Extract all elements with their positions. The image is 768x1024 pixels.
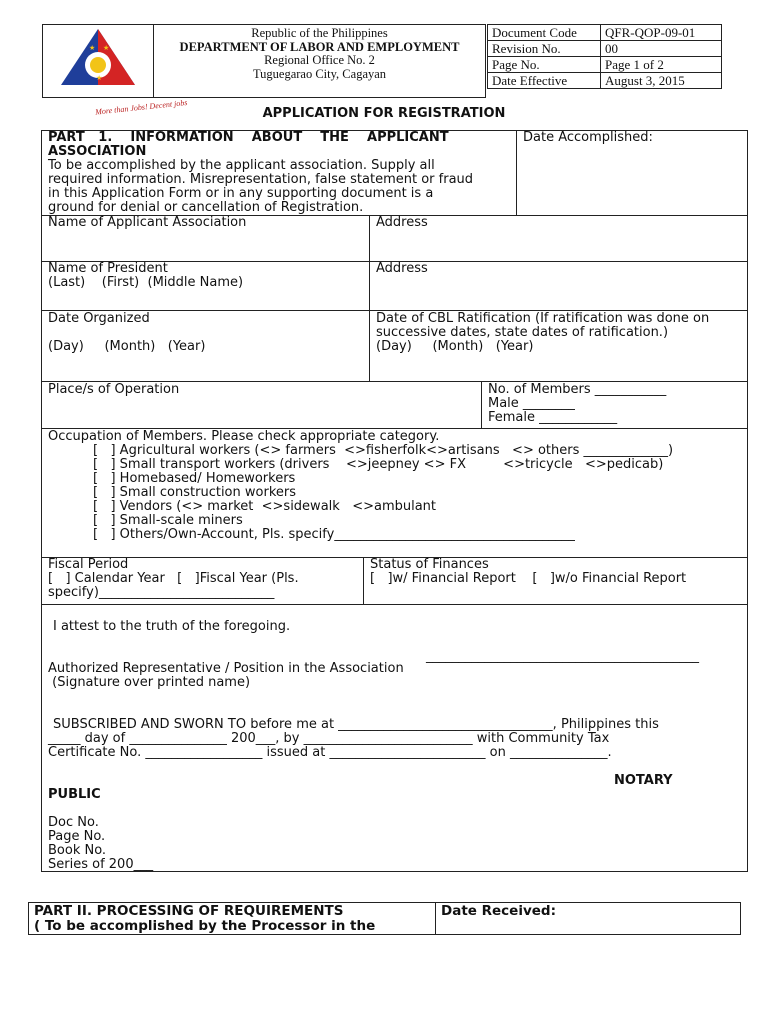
fiscal-period-options[interactable]: [ ] Calendar Year [ ]Fiscal Year (Pls. <box>48 571 299 586</box>
date-received-label[interactable]: Date Received: <box>441 903 556 919</box>
title-cell <box>154 25 486 98</box>
dole-logo-icon <box>43 25 153 93</box>
public-label: PUBLIC <box>48 787 101 802</box>
republic-text: Republic of the Philippines <box>251 26 388 40</box>
doc-no-label: Doc No. <box>48 815 99 830</box>
cbl-ratification-label[interactable]: Date of CBL Ratification (If ratification was done on <box>376 311 710 326</box>
code-row <box>488 73 722 89</box>
instruction-line: To be accomplished by the applicant association. Supply all <box>48 158 435 173</box>
occupation-option[interactable]: [ ] Vendors (<> market <>sidewalk <>ambulant <box>93 499 437 514</box>
code-value: 00 <box>601 41 722 57</box>
instruction-line: required information. Misrepresentation, false statement or fraud <box>48 172 474 187</box>
code-label: Document Code <box>488 25 601 41</box>
part2-heading-line2: ( To be accomplished by the Processor in the <box>34 918 376 934</box>
attest-text: I attest to the truth of the foregoing. <box>53 619 291 634</box>
notary-label: NOTARY <box>614 773 673 788</box>
instruction-line: in this Application Form or in any supporting document is a <box>48 186 434 201</box>
code-value: August 3, 2015 <box>601 73 722 89</box>
sworn-line[interactable]: Certificate No. __________________ issued at ________________________ on _______________. <box>48 745 612 760</box>
svg-text:★: ★ <box>103 44 110 52</box>
date-accomplished-label[interactable]: Date Accomplished: <box>523 130 653 145</box>
logo-cell <box>43 25 188 117</box>
code-label: Date Effective <box>488 73 601 89</box>
code-label: Revision No. <box>488 41 601 57</box>
series-label: Series of 200___ <box>48 857 154 872</box>
svg-text:★: ★ <box>96 74 103 82</box>
occupation-heading: Occupation of Members. Please check appropriate category. <box>48 429 440 444</box>
occupation-option[interactable]: [ ] Agricultural workers (<> farmers <>fisherfolk<>artisans <> others _____________) <box>93 443 674 458</box>
date-organized-sub: (Day) (Month) (Year) <box>48 339 206 354</box>
part2-heading-line1: PART II. PROCESSING OF REQUIREMENTS <box>34 903 344 919</box>
occupation-option[interactable]: [ ] Small transport workers (drivers <>jeepney <> FX <>tricycle <>pedicab) <box>93 457 664 472</box>
part1-heading-line1: PART 1. INFORMATION ABOUT THE APPLICANT <box>48 130 449 145</box>
fiscal-period-label: Fiscal Period <box>48 557 129 572</box>
svg-text:★: ★ <box>89 44 96 52</box>
status-finances-label: Status of Finances <box>370 557 489 572</box>
president-name-sub: (Last) (First) (Middle Name) <box>48 275 244 290</box>
occupation-option[interactable]: [ ] Small construction workers <box>93 485 296 500</box>
department-text: DEPARTMENT OF LABOR AND EMPLOYMENT <box>179 39 460 54</box>
association-name-label[interactable]: Name of Applicant Association <box>48 215 247 230</box>
city-text: Tuguegarao City, Cagayan <box>252 66 387 81</box>
cbl-ratification-sub: (Day) (Month) (Year) <box>376 339 534 354</box>
fiscal-year-specify[interactable]: specify)___________________________ <box>48 585 275 600</box>
no-members-field[interactable]: No. of Members ___________ <box>488 382 667 397</box>
book-no-label: Book No. <box>48 843 107 858</box>
code-row <box>488 25 722 41</box>
president-address-label[interactable]: Address <box>376 261 428 276</box>
signature-line[interactable]: __________________________________________ <box>426 649 699 664</box>
sworn-line[interactable]: SUBSCRIBED AND SWORN TO before me at _________________________________, Philippines this <box>53 717 659 732</box>
part1-heading-line2: ASSOCIATION <box>48 144 147 159</box>
form-title: APPLICATION FOR REGISTRATION <box>262 106 506 121</box>
instruction-line: ground for denial or cancellation of Registration. <box>48 200 364 215</box>
cbl-ratification-note: successive dates, state dates of ratification.) <box>376 325 669 340</box>
president-name-label[interactable]: Name of President <box>48 261 168 276</box>
regional-office-text: Regional Office No. 2 <box>264 53 375 67</box>
date-organized-label[interactable]: Date Organized <box>48 311 150 326</box>
sworn-line[interactable]: _____ day of _______________ 200___, by __________________________ with Community Tax <box>48 731 610 746</box>
place-operation-label[interactable]: Place/s of Operation <box>48 382 180 397</box>
male-members-field[interactable]: Male ________ <box>488 396 575 411</box>
signature-note: (Signature over printed name) <box>48 675 251 690</box>
code-row <box>488 57 722 73</box>
status-finances-options[interactable]: [ ]w/ Financial Report [ ]w/o Financial Report <box>370 571 687 586</box>
occupation-option[interactable]: [ ] Others/Own-Account, Pls. specify_____________________________________ <box>93 527 575 542</box>
code-row <box>488 41 722 57</box>
female-members-field[interactable]: Female ____________ <box>488 410 618 425</box>
association-address-label[interactable]: Address <box>376 215 428 230</box>
authorized-rep-label: Authorized Representative / Position in the Association <box>48 661 404 676</box>
document-code-table <box>487 24 722 89</box>
code-value: QFR-QOP-09-01 <box>601 25 722 41</box>
occupation-option[interactable]: [ ] Homebased/ Homeworkers <box>93 471 296 486</box>
code-label: Page No. <box>488 57 601 73</box>
logo-tagline: More than Jobs! Decent jobs <box>94 97 188 117</box>
code-value: Page 1 of 2 <box>601 57 722 73</box>
page-no-label: Page No. <box>48 829 106 844</box>
occupation-option[interactable]: [ ] Small-scale miners <box>93 513 243 528</box>
